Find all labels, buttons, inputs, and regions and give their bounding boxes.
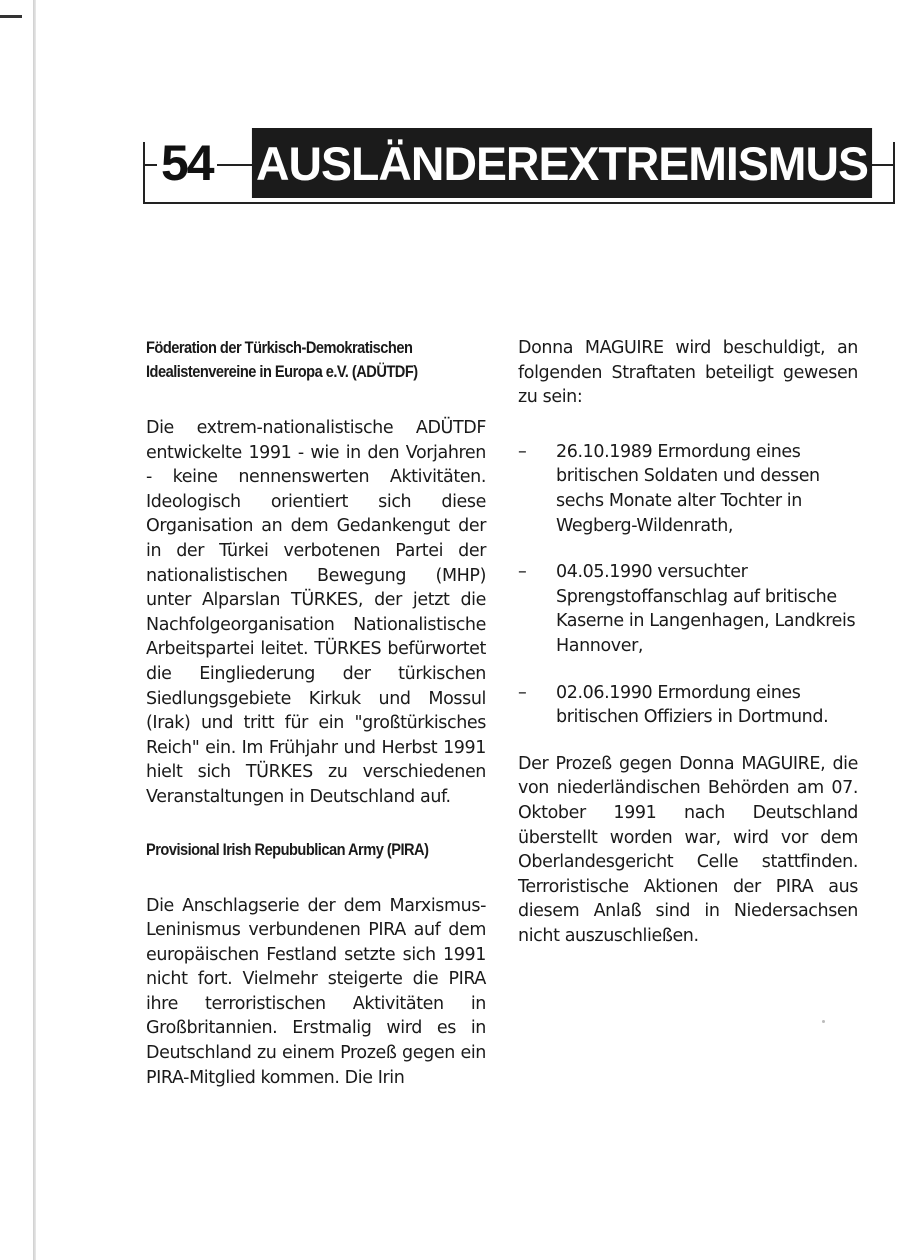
right-column xyxy=(518,336,858,968)
list-item-text: 04.05.1990 versuchter Sprengstoffanschlag auf britische Kaserne in Langenhagen, Landkreis Hannover, xyxy=(556,562,856,656)
left-column xyxy=(146,336,486,1110)
list-item xyxy=(518,560,858,658)
list-item-text: 26.10.1989 Ermordung eines britischen Soldaten und dessen sechs Monate alter Tochter in Wegberg-Wildenrath, xyxy=(556,441,820,536)
crop-mark xyxy=(0,15,22,18)
intro-paragraph: Donna MAGUIRE wird beschuldigt, an folgenden Straftaten beteiligt gewesen zu sein: xyxy=(518,338,858,408)
section-body-pira: Die Anschlagserie der dem Marxismus-Leninismus verbundenen PIRA auf dem europäischen Festland setzte sich 1991 nicht fort. Vielmehr steigerte die PIRA ihre terroristischen Aktivitäten in Großbritannien. Erstmalig wird es in Deutschland zu einem Prozeß gegen ein PIRA-Mitglied kommen. Die Irin xyxy=(146,895,486,1088)
section-heading-pira: Provisional Irish Repubublican Army (PIRA) xyxy=(146,839,429,859)
closing-paragraph: Der Prozeß gegen Donna MAGUIRE, die von niederländischen Behörden am 07. Oktober 1991 nach Deutschland überstellt worden war, wird vor dem Oberlandesgericht Celle stattfinden. Terroristische Aktionen der PIRA aus diesem Anlaß sind in Niedersachsen nicht auszuschließen. xyxy=(518,753,858,946)
list-item xyxy=(518,681,858,730)
scan-speck xyxy=(822,1020,825,1023)
list-item-text: 02.06.1990 Ermordung eines britischen Offiziers in Dortmund. xyxy=(556,682,829,728)
list-item xyxy=(518,440,858,538)
page-header xyxy=(143,128,895,205)
page-binding-edge xyxy=(33,0,36,1260)
list-dash: – xyxy=(518,562,527,583)
list-dash: – xyxy=(518,682,527,703)
page-number: 54 xyxy=(157,130,217,196)
section-body-adutdf: Die extrem-nationalistische ADÜTDF entwickelte 1991 - wie in den Vorjahren - keine nennenswerten Aktivitäten. Ideologisch orientiert sich diese Organisation an dem Gedankengut der in der Türkei verbotenen Partei der nationalistischen Bewegung (MHP) unter Alparslan TÜRKES, der jetzt die Nachfolgeorganisation Nationalistische Arbeitspartei leitet. TÜRKES befürwortet die Eingliederung der türkischen Siedlungsgebiete Kirkuk und Mossul (Irak) und tritt für ein "großtürkisches Reich" ein. Im Frühjahr und Herbst 1991 hielt sich TÜRKES zu verschiedenen Veranstaltungen in Deutschland auf. xyxy=(146,418,486,807)
section-heading-adutdf: Föderation der Türkisch-Demokratischen Idealistenvereine in Europa e.V. (ADÜTDF) xyxy=(146,338,418,381)
list-dash: – xyxy=(518,441,527,462)
chapter-title: AUSLÄNDEREXTREMISMUS xyxy=(252,128,872,198)
